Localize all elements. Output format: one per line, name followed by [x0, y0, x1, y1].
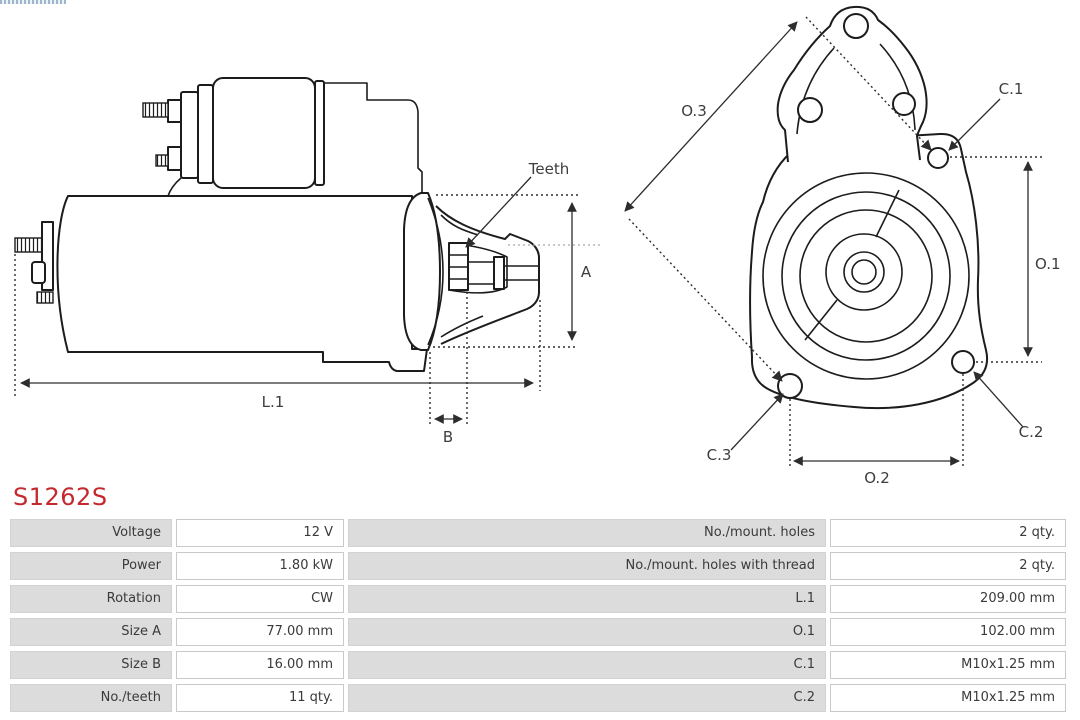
spec-value: 12 V — [176, 519, 344, 547]
spec-label: C.1 — [348, 651, 826, 679]
label-dim-a: A — [580, 263, 592, 281]
spec-value: 2 qty. — [830, 519, 1066, 547]
spec-value: 2 qty. — [830, 552, 1066, 580]
spec-label: No./mount. holes with thread — [348, 552, 826, 580]
spec-label: Rotation — [10, 585, 172, 613]
label-dim-c1: C.1 — [998, 80, 1024, 98]
label-dim-o1: O.1 — [1035, 255, 1061, 273]
label-dim-o2: O.2 — [864, 469, 890, 487]
spec-value: M10x1.25 mm — [830, 684, 1066, 712]
spec-table — [10, 519, 1066, 712]
spec-value: 209.00 mm — [830, 585, 1066, 613]
spec-value: 77.00 mm — [176, 618, 344, 646]
spec-label: No./mount. holes — [348, 519, 826, 547]
spec-value: CW — [176, 585, 344, 613]
spec-label: C.2 — [348, 684, 826, 712]
spec-value: 11 qty. — [176, 684, 344, 712]
label-dim-l1: L.1 — [261, 393, 285, 411]
label-dim-b: B — [442, 428, 454, 446]
spec-value: 16.00 mm — [176, 651, 344, 679]
spec-label: O.1 — [348, 618, 826, 646]
spec-label: Size B — [10, 651, 172, 679]
spec-label: L.1 — [348, 585, 826, 613]
spec-label: No./teeth — [10, 684, 172, 712]
side-view-drawing — [15, 78, 600, 446]
label-dim-o3: O.3 — [681, 102, 707, 120]
spec-value: M10x1.25 mm — [830, 651, 1066, 679]
label-dim-c3: C.3 — [706, 446, 732, 464]
spec-value: 1.80 kW — [176, 552, 344, 580]
part-number: S1262S — [13, 483, 108, 511]
spec-label: Size A — [10, 618, 172, 646]
label-teeth: Teeth — [528, 160, 570, 178]
spec-label: Voltage — [10, 519, 172, 547]
spec-label: Power — [10, 552, 172, 580]
front-view-drawing — [625, 7, 1061, 487]
spec-value: 102.00 mm — [830, 618, 1066, 646]
label-dim-c2: C.2 — [1018, 423, 1044, 441]
